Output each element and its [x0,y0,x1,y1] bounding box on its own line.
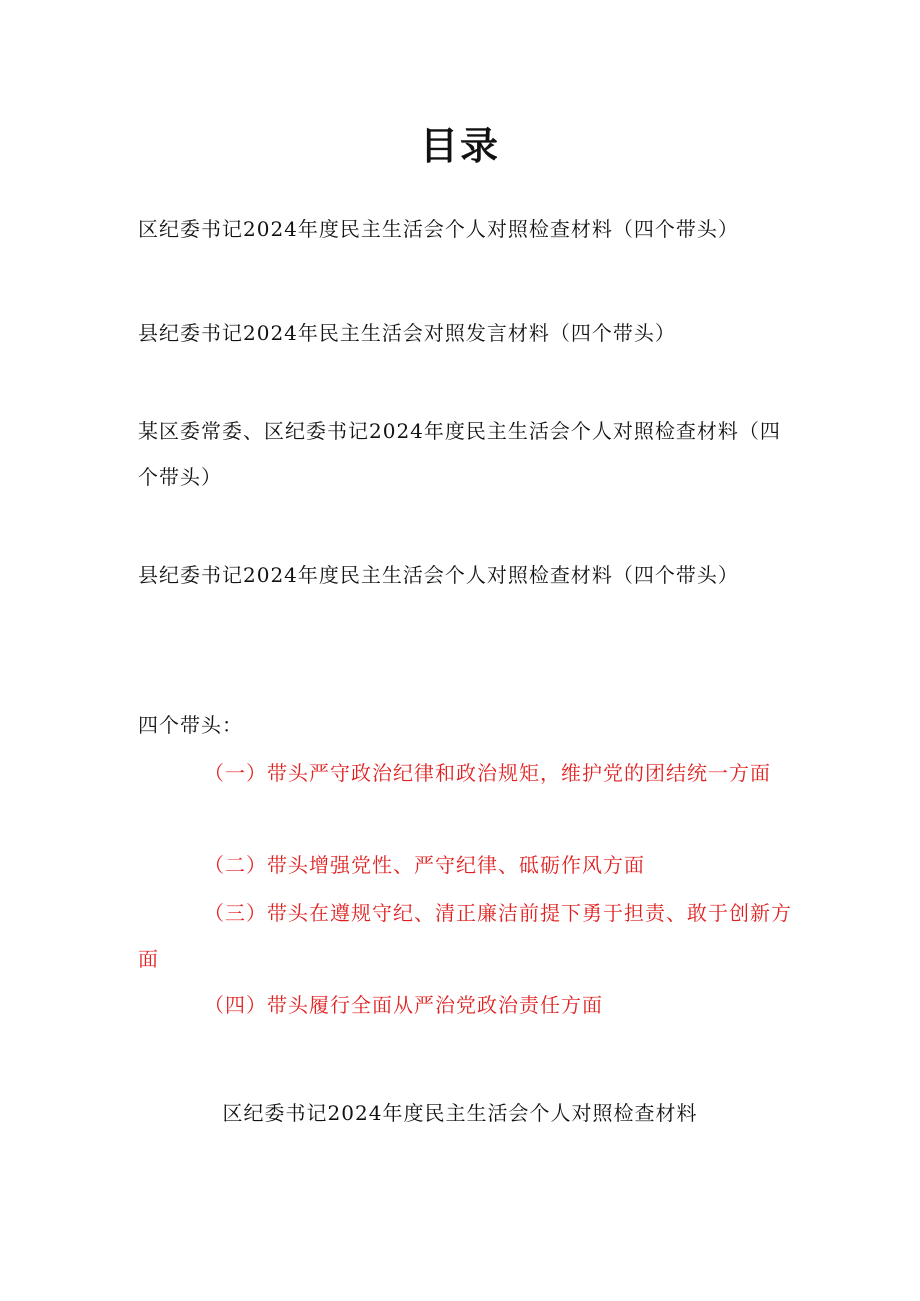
requirement-item-1: （一）带头严守政治纪律和政治规矩，维护党的团结统一方面 [204,761,771,785]
toc-entry-2: 县纪委书记2024年民主生活会对照发言材料（四个带头） [138,321,676,345]
requirement-item-3: （三）带头在遵规守纪、清正廉洁前提下勇于担责、敢于创新方面 [138,901,792,971]
page-title: 目录 [419,124,500,168]
requirement-item-2: （二）带头增强党性、严守纪律、砥砺作风方面 [204,853,645,877]
section-heading: 四个带头： [138,713,243,737]
document-subtitle: 区纪委书记2024年度民主生活会个人对照检查材料 [222,1101,698,1125]
toc-entry-4: 县纪委书记2024年度民主生活会个人对照检查材料（四个带头） [138,563,739,587]
requirement-item-4: （四）带头履行全面从严治党政治责任方面 [204,993,603,1017]
toc-entry-3: 某区委常委、区纪委书记2024年度民主生活会个人对照检查材料（四个带头） [138,419,781,489]
toc-entry-1: 区纪委书记2024年度民主生活会个人对照检查材料（四个带头） [138,217,739,241]
